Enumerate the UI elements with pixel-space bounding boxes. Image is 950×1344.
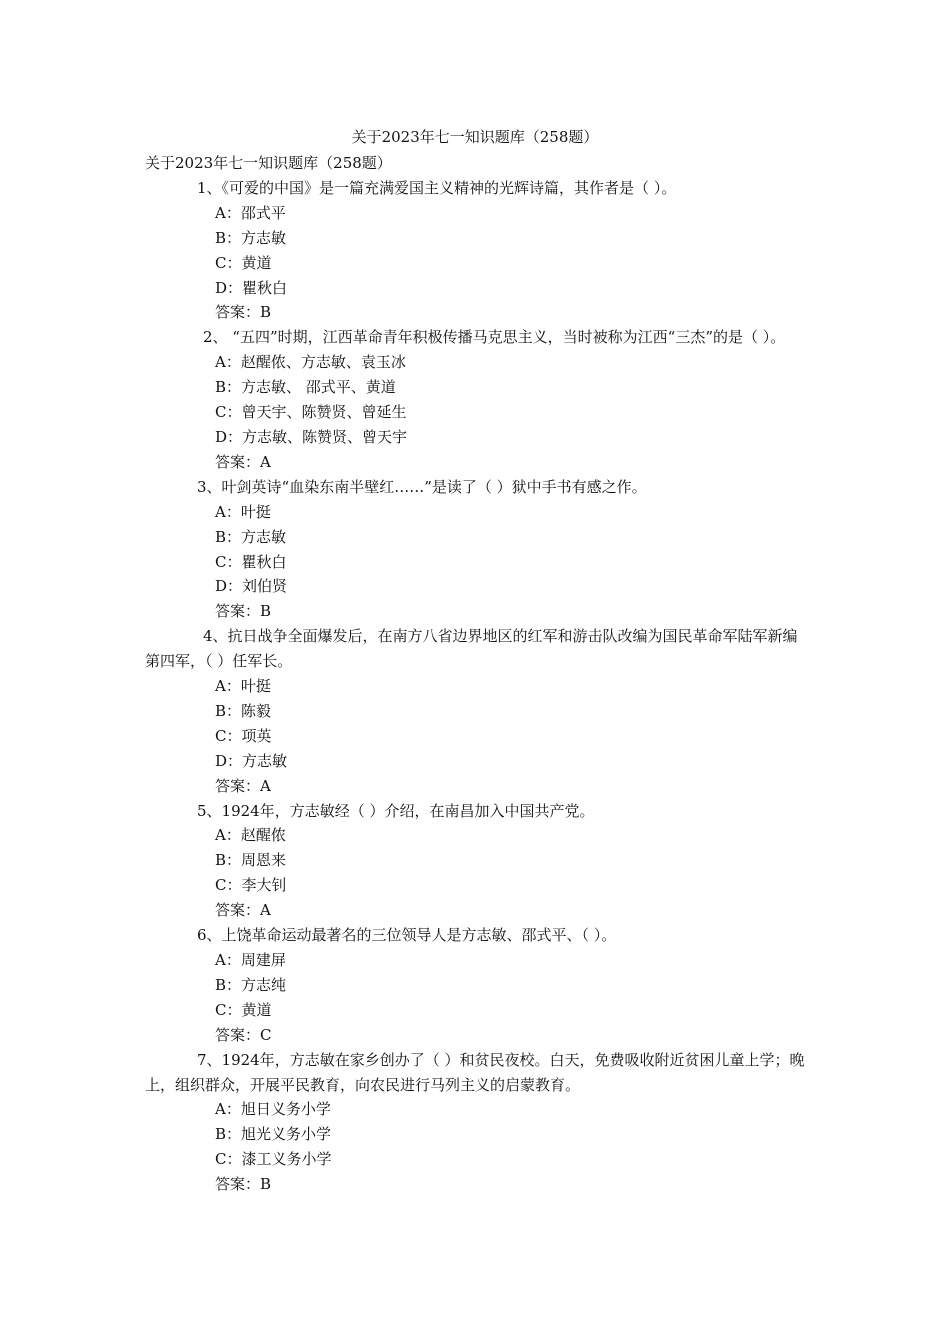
question-4-text: 4、抗日战争全面爆发后，在南方八省边界地区的红军和游击队改编为国民革命军陆军新编第四军，（ ）任军长。 bbox=[145, 627, 798, 671]
question-2-option-c: C：曾天宇、陈赞贤、曾延生 bbox=[215, 403, 407, 422]
question-7-answer: 答案：B bbox=[215, 1175, 272, 1194]
question-5-answer: 答案：A bbox=[215, 901, 271, 920]
question-2-option-d: D：方志敏、陈赞贤、曾天宇 bbox=[215, 427, 408, 446]
question-7-option-b: B：旭光义务小学 bbox=[215, 1125, 332, 1144]
question-5-text: 5、1924年，方志敏经（ ）介绍，在南昌加入中国共产党。 bbox=[197, 801, 595, 820]
question-6-option-a: A：周建屏 bbox=[215, 951, 286, 969]
document-title: 关于2023年七一知识题库（258题） bbox=[351, 128, 599, 146]
question-4-option-a: A：叶挺 bbox=[215, 677, 271, 696]
question-7-text: 7、1924年，方志敏在家乡创办了（ ）和贫民夜校。白天，免费吸收附近贫困儿童上学；晚上，组织群众，开展平民教育，向农民进行马列主义的启蒙教育。 bbox=[145, 1050, 805, 1094]
question-3-option-a: A：叶挺 bbox=[215, 502, 271, 521]
question-2-text: 2、 “五四”时期，江西革命青年积极传播马克思主义，当时被称为江西“三杰”的是（ ）。 bbox=[203, 328, 786, 347]
question-2-option-a: A：赵醒侬、方志敏、袁玉冰 bbox=[215, 353, 406, 372]
question-3-answer: 答案：B bbox=[215, 602, 272, 621]
question-1-option-c: C：黄道 bbox=[215, 253, 272, 272]
question-5-option-b: B：周恩来 bbox=[215, 851, 287, 870]
question-1-option-a: A：邵式平 bbox=[215, 203, 286, 222]
question-5-option-a: A：赵醒侬 bbox=[215, 826, 286, 845]
question-7-option-c: C：漆工义务小学 bbox=[215, 1150, 332, 1169]
question-7-option-a: A：旭日义务小学 bbox=[215, 1100, 331, 1119]
question-1-text: 1、《可爱的中国》是一篇充满爱国主义精神的光辉诗篇，其作者是（ ）。 bbox=[197, 178, 677, 197]
question-5-option-c: C：李大钊 bbox=[215, 876, 287, 895]
document-body bbox=[145, 151, 810, 1197]
question-6-option-c: C：黄道 bbox=[215, 1000, 272, 1019]
document-subtitle: 关于2023年七一知识题库（258题） bbox=[145, 154, 392, 172]
question-1-option-d: D：瞿秋白 bbox=[215, 278, 288, 297]
question-1-option-b: B：方志敏 bbox=[215, 228, 287, 247]
question-2-answer: 答案：A bbox=[215, 452, 271, 471]
question-4-option-b: B：陈毅 bbox=[215, 701, 272, 720]
question-3-text: 3、叶剑英诗“血染东南半壁红……”是读了（ ）狱中手书有感之作。 bbox=[197, 477, 647, 496]
question-2-option-b: B：方志敏、 邵式平、黄道 bbox=[215, 378, 396, 397]
question-1-answer: 答案：B bbox=[215, 303, 272, 322]
question-3-option-b: B：方志敏 bbox=[215, 527, 287, 546]
question-4-answer: 答案：A bbox=[215, 776, 271, 795]
question-3-option-c: C：瞿秋白 bbox=[215, 552, 287, 571]
question-3-option-d: D：刘伯贤 bbox=[215, 577, 288, 596]
question-6-option-b: B：方志纯 bbox=[215, 975, 287, 994]
question-6-answer: 答案：C bbox=[215, 1025, 272, 1044]
question-6-text: 6、上饶革命运动最著名的三位领导人是方志敏、邵式平、（ ）。 bbox=[197, 926, 617, 945]
question-4-option-c: C：项英 bbox=[215, 726, 272, 745]
question-4-option-d: D：方志敏 bbox=[215, 751, 288, 770]
